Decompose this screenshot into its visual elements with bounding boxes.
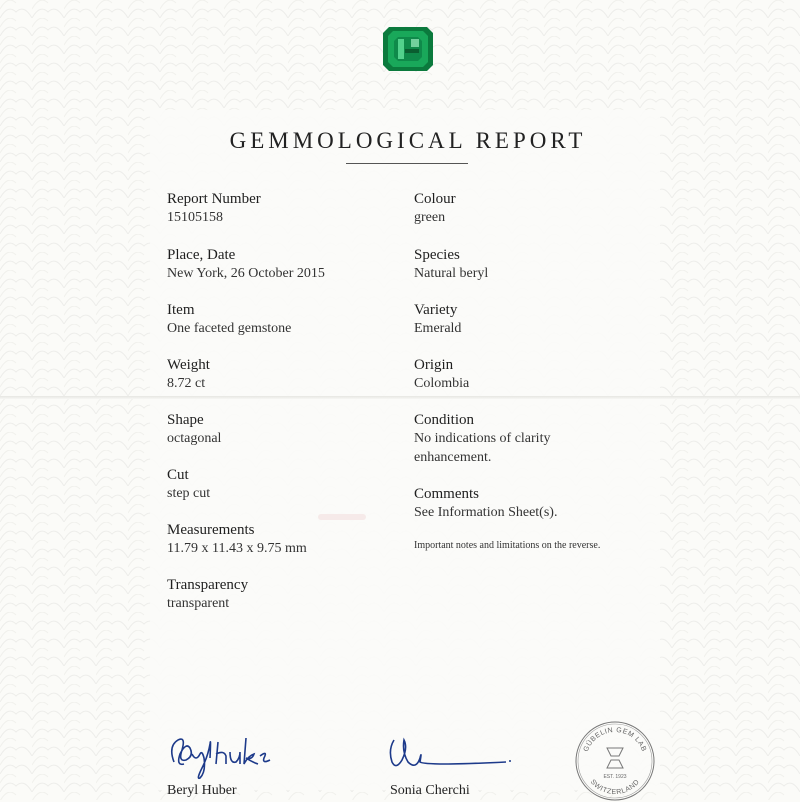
signatory-name-left: Beryl Huber — [167, 783, 237, 798]
field-condition — [414, 411, 550, 467]
field-value: green — [414, 210, 446, 225]
field-value: step cut — [167, 486, 211, 501]
signature-beryl-huber — [164, 728, 276, 782]
field-transparency — [167, 576, 248, 613]
title-underline — [346, 163, 468, 164]
field-label: Colour — [414, 191, 456, 207]
field-cut — [167, 466, 210, 503]
field-label: Cut — [167, 467, 189, 483]
field-label: Report Number — [167, 191, 261, 207]
field-label: Weight — [167, 357, 210, 373]
field-colour — [414, 190, 456, 227]
field-label: Origin — [414, 357, 454, 373]
field-value: Colombia — [414, 376, 470, 391]
field-value: 11.79 x 11.43 x 9.75 mm — [167, 541, 307, 556]
svg-text:SWITZERLAND: SWITZERLAND — [588, 778, 642, 797]
field-variety — [414, 301, 461, 338]
field-label: Transparency — [167, 577, 249, 593]
field-label: Item — [167, 302, 195, 318]
report-title: GEMMOLOGICAL REPORT — [229, 128, 587, 153]
field-value: See Information Sheet(s). — [414, 505, 558, 520]
field-label: Condition — [414, 412, 475, 428]
signatory-name-right: Sonia Cherchi — [390, 783, 470, 798]
field-value: Natural beryl — [414, 266, 489, 281]
signature-sonia-cherchi — [386, 734, 516, 774]
field-origin — [414, 356, 469, 393]
field-item — [167, 301, 291, 338]
field-value: One faceted gemstone — [167, 321, 292, 336]
field-shape — [167, 411, 221, 448]
emerald-gemstone-icon — [383, 25, 433, 73]
field-report-number — [167, 190, 261, 227]
field-label: Species — [414, 247, 460, 263]
reverse-notes: Important notes and limitations on the reverse. — [414, 540, 601, 551]
svg-text:GÜBELIN GEM LAB: GÜBELIN GEM LAB — [582, 726, 648, 753]
field-comments — [414, 485, 557, 522]
lab-seal-icon — [574, 720, 656, 802]
field-place-date — [167, 246, 325, 283]
field-weight — [167, 356, 210, 393]
field-value-continued: enhancement. — [414, 450, 492, 465]
field-label: Shape — [167, 412, 204, 428]
paper-mark — [318, 514, 366, 520]
field-label: Comments — [414, 486, 480, 502]
svg-text:EST. 1923: EST. 1923 — [603, 774, 627, 780]
field-label: Measurements — [167, 522, 255, 538]
paper-fold-line — [0, 396, 800, 399]
field-value: 15105158 — [167, 210, 223, 225]
field-value: No indications of clarity — [414, 431, 551, 446]
field-label: Variety — [414, 302, 458, 318]
field-label: Place, Date — [167, 247, 236, 263]
field-measurements — [167, 521, 307, 558]
field-value: 8.72 ct — [167, 376, 206, 391]
field-value: Emerald — [414, 321, 462, 336]
field-value: octagonal — [167, 431, 222, 446]
field-species — [414, 246, 488, 283]
field-value: New York, 26 October 2015 — [167, 266, 325, 281]
field-value: transparent — [167, 596, 230, 611]
